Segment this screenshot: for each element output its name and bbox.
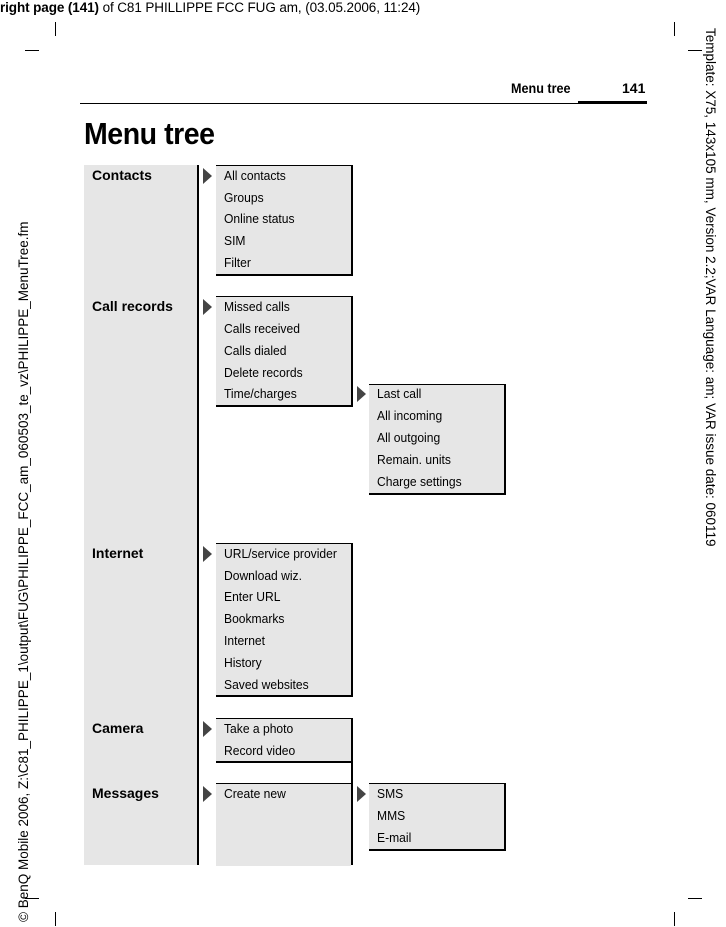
- menu-item-url-service-provider[interactable]: URL/service provider: [224, 546, 337, 561]
- copyright-path: © BenQ Mobile 2006, Z:\C81_PHILIPPE_1\output\FUG\PHILIPPE_FCC_am_060503_te_vz\PHILIPPE_MenuTree.fm: [16, 221, 31, 922]
- menu-item-internet[interactable]: Internet: [224, 633, 266, 648]
- arrow-right-icon: [203, 721, 212, 737]
- submenu-column-border: [351, 756, 353, 865]
- arrow-right-icon: [203, 786, 212, 802]
- menu-item-take-a-photo[interactable]: Take a photo: [224, 721, 294, 736]
- category-internet: Internet: [92, 545, 144, 561]
- category-call-records: Call records: [92, 298, 173, 314]
- menu-item-remain-units[interactable]: Remain. units: [377, 452, 451, 467]
- crop-mark: [674, 22, 675, 36]
- menu-item-history[interactable]: History: [224, 655, 262, 670]
- document-info: of C81 PHILLIPPE FCC FUG am, (03.05.2006, 11:24): [98, 0, 421, 15]
- category-contacts: Contacts: [92, 167, 152, 183]
- page-number: 141: [622, 80, 646, 96]
- menu-item-download-wiz[interactable]: Download wiz.: [224, 568, 302, 583]
- header-rule: [80, 103, 647, 104]
- page-title: Menu tree: [84, 116, 215, 151]
- category-column-border: [197, 165, 199, 865]
- menu-item-all-incoming[interactable]: All incoming: [377, 408, 443, 423]
- page-number-rule: [578, 101, 647, 104]
- menu-item-last-call[interactable]: Last call: [377, 386, 422, 401]
- crop-mark: [25, 50, 39, 51]
- crop-mark: [55, 22, 56, 36]
- page-label: right page (141): [0, 0, 99, 15]
- menu-item-sms[interactable]: SMS: [377, 786, 404, 801]
- template-info: Template: X75, 143x105 mm, Version 2.2;VAR Language: am; VAR issue date: 060119: [703, 28, 718, 547]
- menu-item-calls-received[interactable]: Calls received: [224, 321, 300, 336]
- menu-item-groups[interactable]: Groups: [224, 190, 264, 205]
- running-head-title: Menu tree: [511, 80, 571, 96]
- menu-item-sim[interactable]: SIM: [224, 233, 246, 248]
- menu-item-record-video[interactable]: Record video: [224, 743, 296, 758]
- arrow-right-icon: [203, 168, 212, 184]
- menu-item-e-mail[interactable]: E-mail: [377, 830, 412, 845]
- crop-mark: [55, 912, 56, 926]
- menu-item-saved-websites[interactable]: Saved websites: [224, 677, 309, 692]
- menu-item-create-new[interactable]: Create new: [224, 786, 286, 801]
- menu-item-missed-calls[interactable]: Missed calls: [224, 299, 290, 314]
- menu-item-time-charges[interactable]: Time/charges: [224, 386, 297, 401]
- menu-item-filter[interactable]: Filter: [224, 255, 251, 270]
- arrow-right-icon: [203, 546, 212, 562]
- menu-item-delete-records[interactable]: Delete records: [224, 365, 303, 380]
- arrow-right-icon: [203, 299, 212, 315]
- category-messages: Messages: [92, 785, 159, 801]
- menu-item-charge-settings[interactable]: Charge settings: [377, 474, 462, 489]
- arrow-right-icon: [357, 786, 366, 802]
- category-column: [84, 165, 197, 865]
- menu-item-all-contacts[interactable]: All contacts: [224, 168, 286, 183]
- crop-mark: [688, 50, 702, 51]
- menu-item-calls-dialed[interactable]: Calls dialed: [224, 343, 287, 358]
- document-header: [0, 0, 420, 15]
- menu-item-online-status[interactable]: Online status: [224, 211, 295, 226]
- menu-item-enter-url[interactable]: Enter URL: [224, 589, 281, 604]
- menu-item-bookmarks[interactable]: Bookmarks: [224, 611, 285, 626]
- menu-item-mms[interactable]: MMS: [377, 808, 406, 823]
- menu-item-all-outgoing[interactable]: All outgoing: [377, 430, 441, 445]
- arrow-right-icon: [357, 386, 366, 402]
- category-camera: Camera: [92, 720, 144, 736]
- crop-mark: [688, 898, 702, 899]
- crop-mark: [674, 912, 675, 926]
